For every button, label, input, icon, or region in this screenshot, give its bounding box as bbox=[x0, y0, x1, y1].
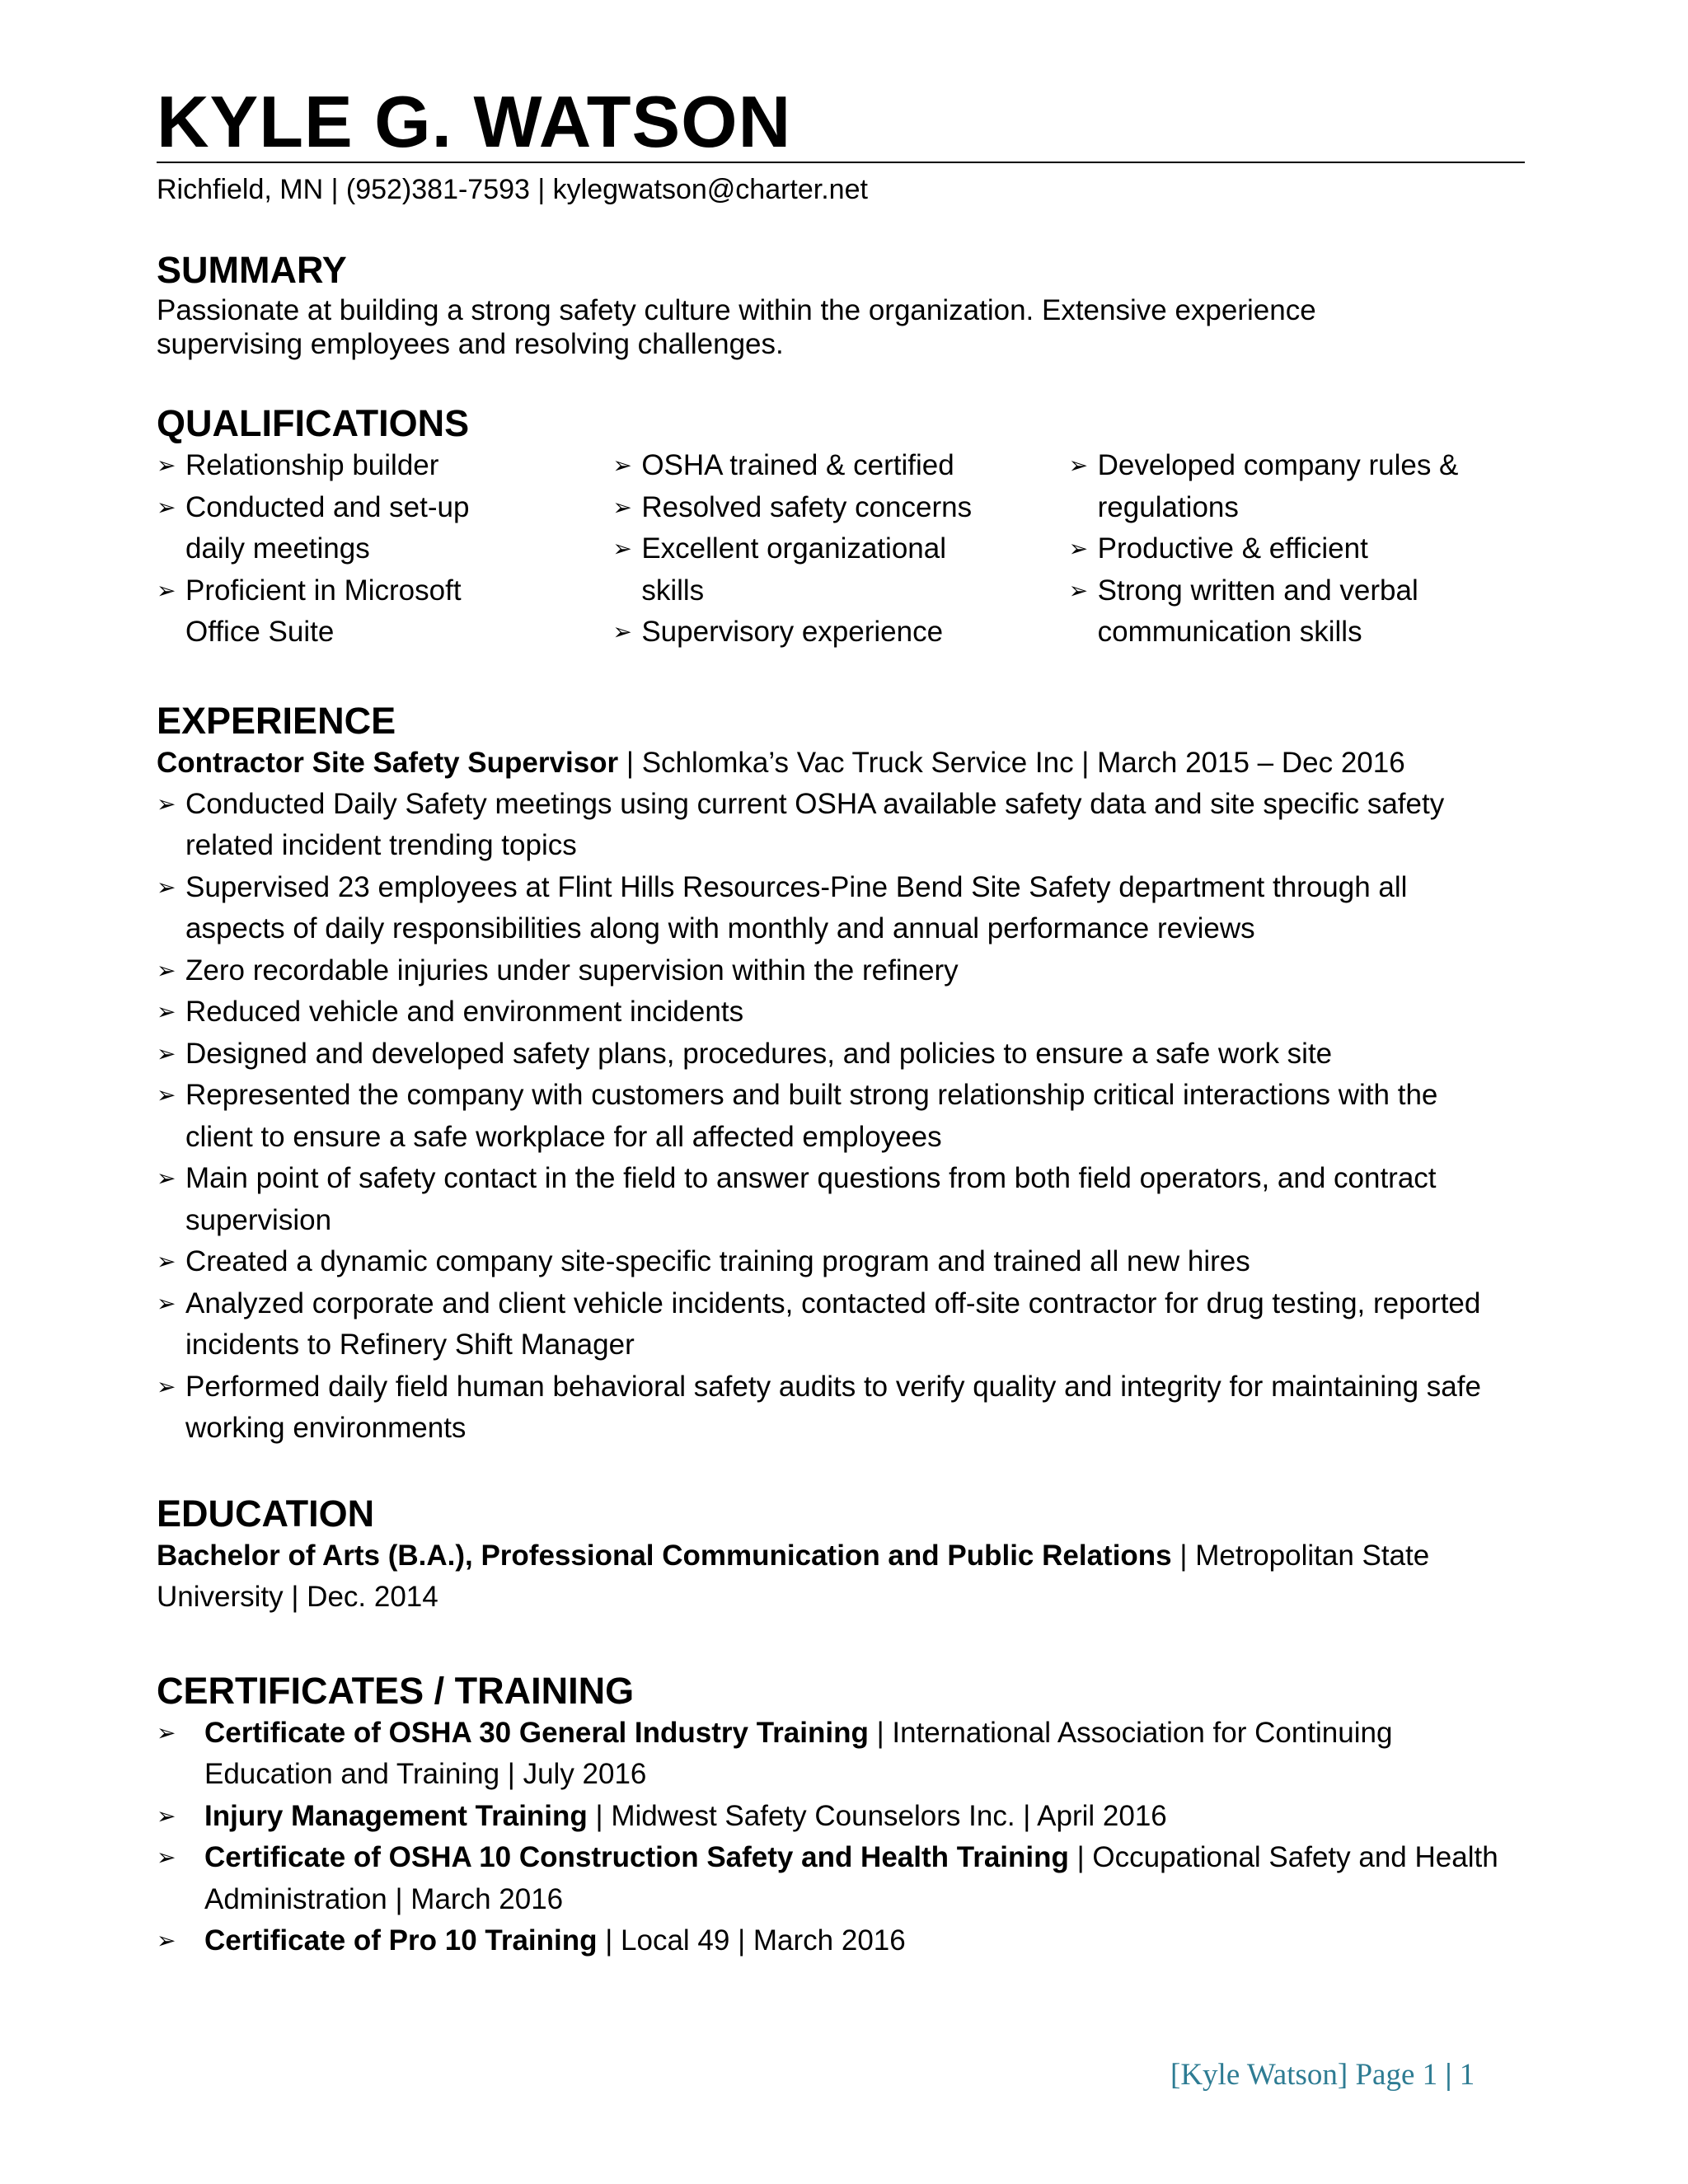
list-item: ➢ Conducted Daily Safety meetings using current OSHA available safety data and site specific safety related incident trending topics bbox=[157, 784, 1508, 867]
job-title: Contractor Site Safety Supervisor bbox=[157, 746, 619, 779]
experience-section bbox=[157, 700, 1525, 1450]
summary-line: supervising employees and resolving challenges. bbox=[157, 328, 784, 360]
arrowhead-bullet-icon: ➢ bbox=[157, 1844, 176, 1870]
arrowhead-bullet-icon: ➢ bbox=[157, 1082, 176, 1108]
list-item: ➢ Productive & efficient bbox=[1069, 528, 1525, 570]
arrowhead-bullet-icon: ➢ bbox=[612, 536, 632, 561]
certificates-list bbox=[157, 1713, 1508, 1962]
certificates-heading: CERTIFICATES / TRAINING bbox=[157, 1669, 635, 1712]
list-item: ➢ Excellent organizational skills bbox=[612, 528, 1012, 612]
arrowhead-bullet-icon: ➢ bbox=[1068, 577, 1089, 603]
list-item: ➢ Supervised 23 employees at Flint Hills Resources-Pine Bend Site Safety department through all aspects of daily responsibilities along with monthly and annual performance reviews bbox=[157, 867, 1508, 950]
arrowhead-bullet-icon: ➢ bbox=[157, 1290, 176, 1316]
list-item: ➢ Strong written and verbal communication skills bbox=[1069, 570, 1485, 654]
arrowhead-bullet-icon: ➢ bbox=[157, 494, 176, 520]
arrowhead-bullet-icon: ➢ bbox=[1068, 536, 1089, 561]
summary-section bbox=[157, 249, 1525, 361]
qualifications-heading: QUALIFICATIONS bbox=[157, 402, 470, 444]
arrowhead-bullet-icon: ➢ bbox=[157, 1928, 176, 1953]
contact-info: Richfield, MN | (952)381-7593 | kylegwatson@charter.net bbox=[157, 174, 868, 205]
footer-separator: | bbox=[1445, 2058, 1452, 2092]
list-item: ➢ Main point of safety contact in the field to answer questions from both field operators, and contract supervision bbox=[157, 1158, 1508, 1241]
list-item: ➢ Designed and developed safety plans, procedures, and policies to ensure a safe work site bbox=[157, 1033, 1508, 1076]
qualifications-column-2 bbox=[612, 445, 1068, 654]
arrowhead-bullet-icon: ➢ bbox=[157, 1165, 176, 1191]
job-line bbox=[157, 743, 1525, 784]
arrowhead-bullet-icon: ➢ bbox=[157, 874, 176, 900]
experience-bullets bbox=[157, 784, 1508, 1450]
education-entry bbox=[157, 1535, 1508, 1619]
certificates-section bbox=[157, 1670, 1525, 1962]
list-item: ➢ OSHA trained & certified bbox=[612, 445, 1068, 487]
list-item: ➢ Analyzed corporate and client vehicle incidents, contacted off-site contractor for drug testing, reported incidents to Refinery Shift Manager bbox=[157, 1283, 1508, 1366]
list-item: ➢ Reduced vehicle and environment incidents bbox=[157, 991, 1508, 1033]
candidate-name: KYLE G. WATSON bbox=[157, 86, 1525, 163]
summary-line: Passionate at building a strong safety culture within the organization. Extensive experience bbox=[157, 294, 1316, 326]
arrowhead-bullet-icon: ➢ bbox=[157, 1373, 176, 1399]
arrowhead-bullet-icon: ➢ bbox=[157, 1040, 176, 1066]
arrowhead-bullet-icon: ➢ bbox=[157, 452, 176, 478]
page-footer bbox=[1170, 2057, 1475, 2093]
arrowhead-bullet-icon: ➢ bbox=[157, 1719, 176, 1746]
footer-label: [Kyle Watson] Page 1 bbox=[1170, 2058, 1438, 2092]
arrowhead-bullet-icon: ➢ bbox=[157, 577, 176, 603]
experience-heading: EXPERIENCE bbox=[157, 699, 396, 742]
resume-page bbox=[157, 81, 1525, 1962]
qualifications-column-3 bbox=[1069, 445, 1525, 654]
arrowhead-bullet-icon: ➢ bbox=[157, 999, 176, 1024]
list-item: ➢ Represented the company with customers and built strong relationship critical interactions with the client to ensure a safe workplace for all affected employees bbox=[157, 1075, 1508, 1158]
list-item: ➢ Relationship builder bbox=[157, 445, 612, 487]
job-details: | Schlomka’s Vac Truck Service Inc | March 2015 – Dec 2016 bbox=[618, 746, 1405, 779]
arrowhead-bullet-icon: ➢ bbox=[1068, 452, 1089, 478]
footer-page-total: 1 bbox=[1459, 2058, 1475, 2092]
list-item: ➢ Proficient in Microsoft Office Suite bbox=[157, 570, 532, 654]
list-item: ➢ Developed company rules & regulations bbox=[1069, 445, 1485, 528]
qualifications-column-1 bbox=[157, 445, 612, 654]
list-item: ➢ Certificate of Pro 10 Training | Local 49 | March 2016 bbox=[157, 1920, 1508, 1962]
list-item: ➢ Performed daily field human behavioral safety audits to verify quality and integrity for maintaining safe working environments bbox=[157, 1366, 1508, 1450]
arrowhead-bullet-icon: ➢ bbox=[157, 790, 176, 817]
arrowhead-bullet-icon: ➢ bbox=[157, 1802, 176, 1829]
list-item: ➢ Created a dynamic company site-specific training program and trained all new hires bbox=[157, 1241, 1508, 1283]
arrowhead-bullet-icon: ➢ bbox=[157, 1249, 176, 1274]
arrowhead-bullet-icon: ➢ bbox=[612, 619, 632, 644]
list-item: ➢ Zero recordable injuries under supervision within the refinery bbox=[157, 950, 1508, 992]
education-section bbox=[157, 1493, 1525, 1619]
arrowhead-bullet-icon: ➢ bbox=[612, 494, 632, 520]
summary-heading: SUMMARY bbox=[157, 249, 347, 291]
arrowhead-bullet-icon: ➢ bbox=[612, 452, 632, 478]
degree: Bachelor of Arts (B.A.), Professional Communication and Public Relations bbox=[157, 1539, 1172, 1572]
education-heading: EDUCATION bbox=[157, 1492, 375, 1535]
list-item: ➢ Certificate of OSHA 10 Construction Safety and Health Training | Occupational Safety and Health Administration | March 2016 bbox=[157, 1837, 1508, 1920]
list-item: ➢ Injury Management Training | Midwest Safety Counselors Inc. | April 2016 bbox=[157, 1796, 1508, 1838]
list-item: ➢ Conducted and set-up daily meetings bbox=[157, 487, 532, 570]
list-item: ➢ Resolved safety concerns bbox=[612, 487, 1068, 529]
qualifications-columns bbox=[157, 445, 1525, 654]
arrowhead-bullet-icon: ➢ bbox=[157, 957, 176, 983]
education-details: | Metropolitan State University | Dec. 2014 bbox=[157, 1539, 1430, 1613]
qualifications-section bbox=[157, 402, 1525, 654]
list-item: ➢ Supervisory experience bbox=[612, 612, 1068, 654]
list-item: ➢ Certificate of OSHA 30 General Industry Training | International Association for Continuing Education and Training | July 2016 bbox=[157, 1713, 1508, 1796]
